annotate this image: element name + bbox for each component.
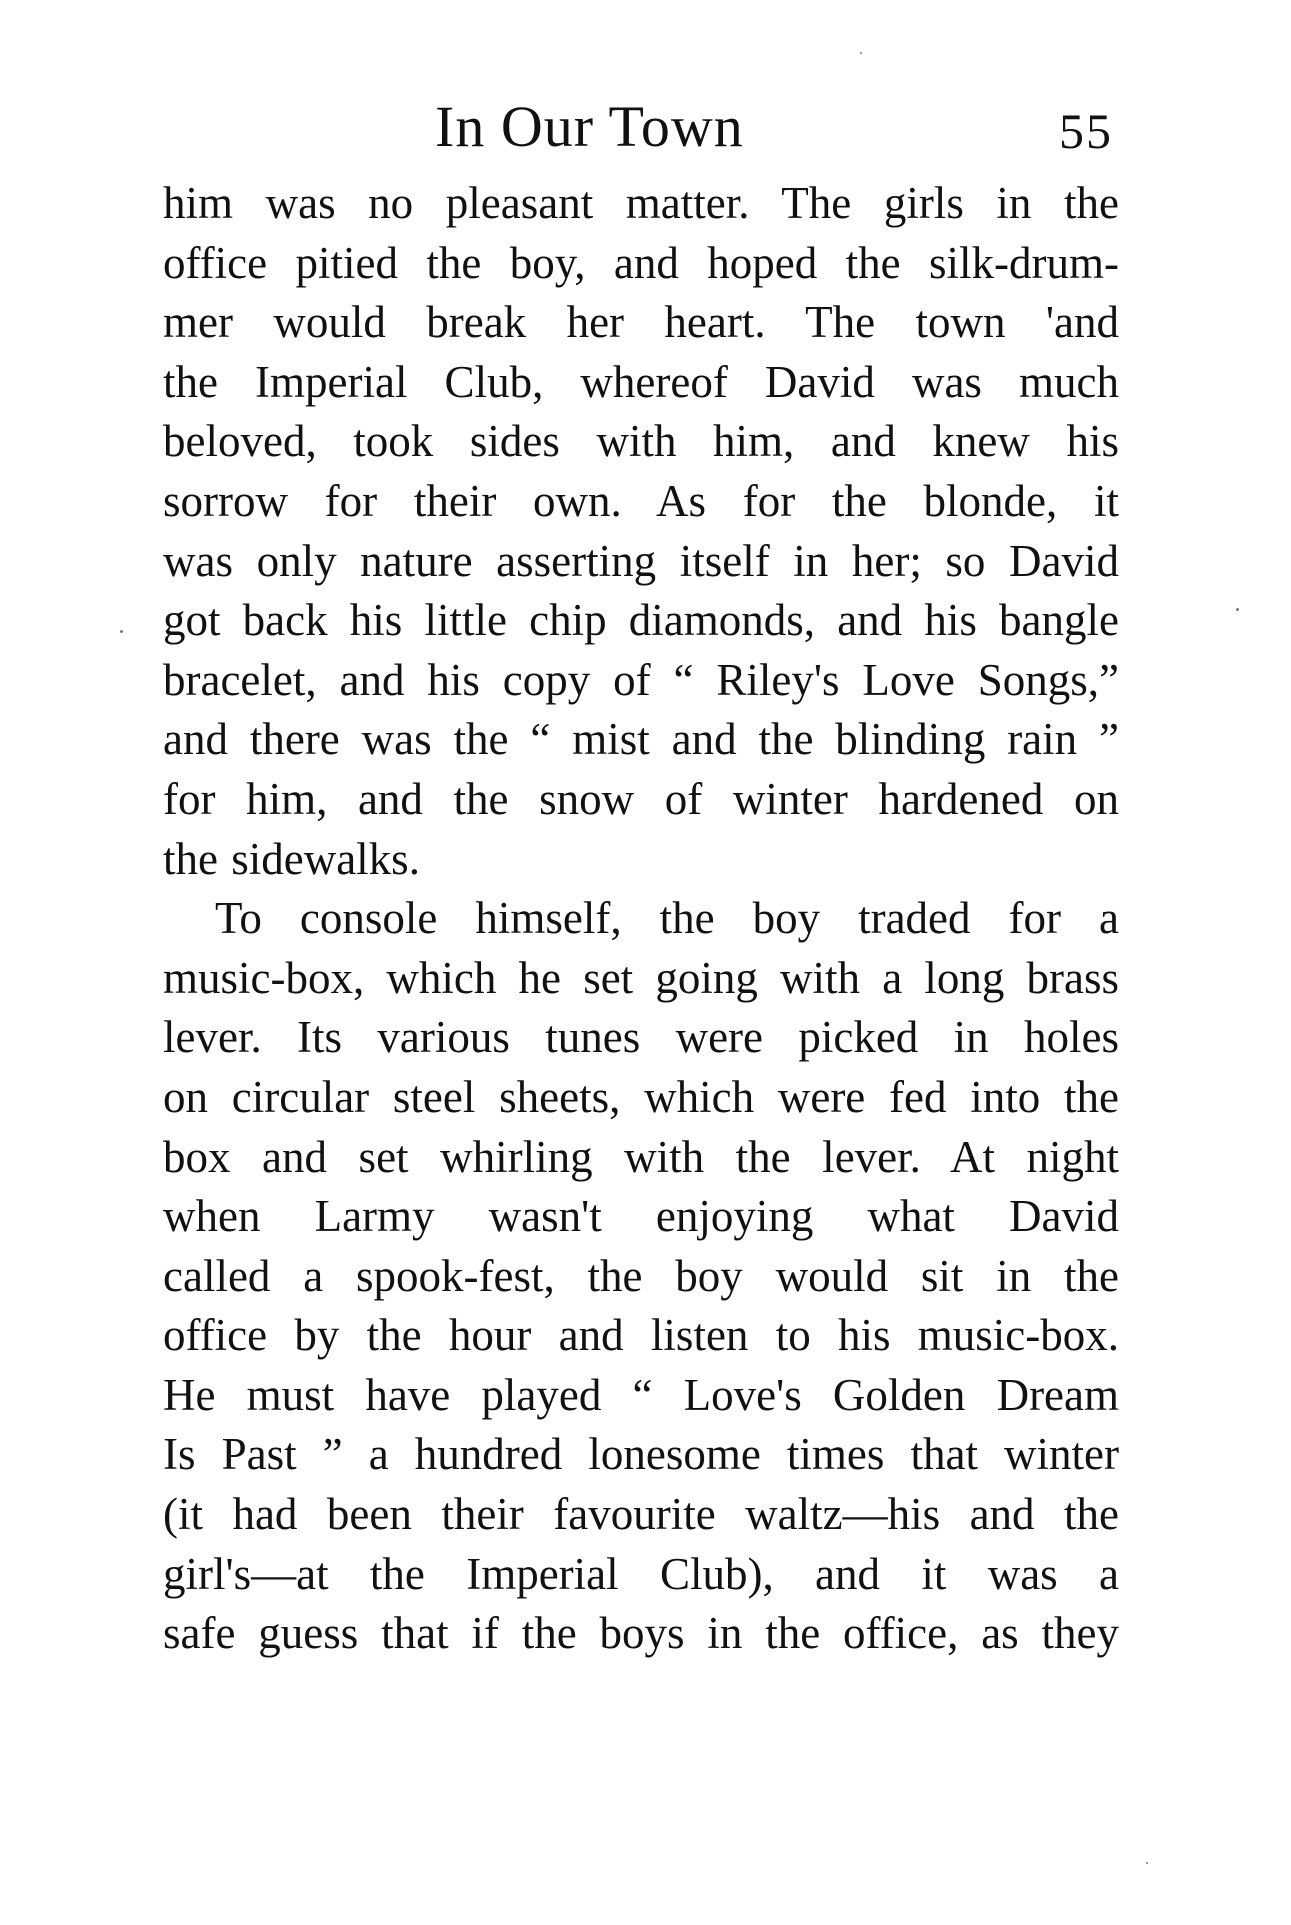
paper-speck bbox=[1236, 608, 1239, 611]
text-line: bracelet, and his copy of “ Riley's Love Songs,” bbox=[163, 654, 1119, 705]
text-line: box and set whirling with the lever. At night bbox=[163, 1131, 1119, 1182]
text-line: lever. Its various tunes were picked in holes bbox=[163, 1012, 1119, 1063]
text-line: the Imperial Club, whereof David was much bbox=[163, 356, 1119, 407]
text-line: Is Past ” a hundred lonesome times that winter bbox=[163, 1429, 1119, 1480]
text-line-paragraph-start: To console himself, the boy traded for a bbox=[215, 893, 1119, 944]
text-line: mer would break her heart. The town 'and bbox=[163, 297, 1119, 348]
text-line: (it had been their favourite waltz—his and the bbox=[163, 1489, 1119, 1540]
body-text bbox=[163, 174, 1119, 1664]
text-line: was only nature asserting itself in her; so David bbox=[163, 535, 1119, 586]
text-line: safe guess that if the boys in the office, as they bbox=[163, 1608, 1119, 1659]
text-line: beloved, took sides with him, and knew his bbox=[163, 416, 1119, 467]
text-line: girl's—at the Imperial Club), and it was a bbox=[163, 1548, 1119, 1599]
text-line: office pitied the boy, and hoped the silk-drum- bbox=[163, 237, 1119, 288]
running-head bbox=[163, 92, 1123, 162]
page-number: 55 bbox=[1059, 103, 1113, 159]
text-line: for him, and the snow of winter hardened on bbox=[163, 773, 1119, 824]
text-line: music-box, which he set going with a long brass bbox=[163, 952, 1119, 1003]
text-line: sorrow for their own. As for the blonde, it bbox=[163, 475, 1119, 526]
text-line: on circular steel sheets, which were fed into the bbox=[163, 1071, 1119, 1122]
running-title: In Our Town bbox=[435, 94, 744, 159]
text-line: the sidewalks. bbox=[163, 833, 420, 884]
text-line: when Larmy wasn't enjoying what David bbox=[163, 1191, 1119, 1242]
paper-speck bbox=[860, 52, 862, 54]
paper-speck bbox=[120, 630, 123, 633]
text-line: He must have played “ Love's Golden Dream bbox=[163, 1369, 1119, 1420]
text-line: him was no pleasant matter. The girls in the bbox=[163, 178, 1119, 228]
paper-speck bbox=[1146, 1862, 1148, 1864]
text-line: called a spook-fest, the boy would sit in the bbox=[163, 1250, 1119, 1301]
text-line: got back his little chip diamonds, and his bangle bbox=[163, 595, 1119, 646]
text-line: and there was the “ mist and the blinding rain ” bbox=[163, 714, 1119, 765]
text-line: office by the hour and listen to his music-box. bbox=[163, 1310, 1119, 1361]
